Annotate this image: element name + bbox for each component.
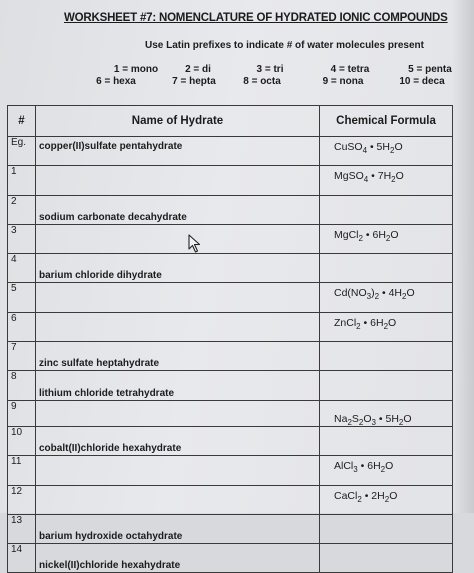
photo-edge-shadow (452, 0, 474, 513)
row-number: 7 (8, 342, 36, 371)
chemical-formula-cell: $Na_2S_2O_3$ • $5H_2O$ (320, 400, 453, 426)
table-row (8, 137, 453, 166)
table-row (8, 254, 453, 283)
hydrate-name-cell: zinc sulfate heptahydrate (36, 342, 320, 371)
hydrate-name-cell (36, 456, 320, 485)
hydrate-name-cell: sodium carbonate decahydrate (36, 195, 320, 224)
row-number: 9 (8, 400, 36, 426)
table-row (8, 312, 453, 341)
row-number: 14 (8, 544, 36, 573)
prefix-item: 9 = nona (322, 76, 364, 87)
row-number: 3 (8, 224, 36, 253)
chemical-formula-cell: ZnCl$_2$ • $6H_2O$ (320, 312, 453, 341)
row-number: 1 (8, 166, 36, 195)
chemical-formula-cell: AlCl$_3$ • $6H_2O$ (320, 456, 453, 485)
table-row (8, 426, 453, 455)
row-number: 10 (8, 426, 36, 455)
chemical-formula-cell (320, 254, 453, 283)
prefix-item: 4 = tetra (330, 64, 370, 75)
row-number: 2 (8, 195, 36, 224)
table-row (8, 544, 453, 573)
hydrate-name-cell: barium hydroxide octahydrate (36, 514, 320, 543)
chemical-formula-cell (320, 195, 453, 224)
hydrate-name-cell (36, 283, 320, 312)
mouse-pointer-icon (188, 234, 202, 254)
row-number: 12 (8, 485, 36, 514)
table-row (8, 400, 453, 426)
hydrate-name-cell: nickel(II)chloride hexahydrate (36, 544, 320, 573)
chemical-formula-cell: MgSO$_4$ • $7H_2O$ (320, 166, 453, 195)
chemical-formula-cell (320, 544, 453, 573)
table-row (8, 514, 453, 543)
table-row (8, 283, 453, 312)
hydrate-name-cell (36, 400, 320, 426)
chemical-formula-cell (320, 426, 453, 455)
table-row (8, 485, 453, 514)
row-number: 5 (8, 283, 36, 312)
table-header-row (8, 106, 453, 137)
column-header-name: Name of Hydrate (36, 106, 320, 137)
prefix-item: 8 = octa (243, 76, 281, 87)
chemical-formula-cell: CuSO$_4$ • $5H_2O$ (320, 137, 453, 166)
chemical-formula-cell (320, 371, 453, 400)
table-row (8, 195, 453, 224)
chemical-formula-cell (320, 514, 453, 543)
chemical-formula-cell: MgCl$_2$ • $6H_2O$ (320, 224, 453, 253)
row-number: 6 (8, 312, 36, 341)
prefix-item: 3 = tri (256, 64, 284, 75)
row-number: 11 (8, 456, 36, 485)
row-number: 4 (8, 254, 36, 283)
column-header-number: # (8, 106, 36, 137)
hydrate-name-cell: barium chloride dihydrate (36, 254, 320, 283)
table-row (8, 342, 453, 371)
hydrate-name-cell: cobalt(II)chloride hexahydrate (36, 426, 320, 455)
hydrate-name-cell (36, 166, 320, 195)
hydrate-name-cell (36, 485, 320, 514)
table-row (8, 456, 453, 485)
hydrate-name-cell (36, 224, 320, 253)
prefix-item: 2 = di (185, 64, 211, 75)
table-row (8, 166, 453, 195)
prefix-item: 5 = penta (408, 64, 452, 75)
chemical-formula-cell (320, 342, 453, 371)
row-number: Eg. (8, 137, 36, 166)
hydrate-table (7, 105, 453, 573)
chemical-formula-cell: CaCl$_2$ • $2H_2O$ (320, 485, 453, 514)
page-title: WORKSHEET #7: NOMENCLATURE OF HYDRATED IONIC COMPOUNDS (64, 12, 448, 24)
table-row (8, 371, 453, 400)
column-header-formula: Chemical Formula (320, 106, 453, 137)
prefix-item: 6 = hexa (96, 76, 136, 87)
hydrate-name-cell: copper(II)sulfate pentahydrate (36, 137, 320, 166)
chemical-formula-cell: $Cd(NO_3)_2$ • $4H_2O$ (320, 283, 453, 312)
prefix-item: 7 = hepta (172, 76, 216, 87)
prefix-item: 10 = deca (399, 76, 445, 87)
row-number: 8 (8, 371, 36, 400)
table-row (8, 224, 453, 253)
prefix-item: 1 = mono (113, 64, 159, 75)
page-subtitle: Use Latin prefixes to indicate # of water molecules present (145, 40, 424, 51)
row-number: 13 (8, 514, 36, 543)
hydrate-name-cell (36, 312, 320, 341)
hydrate-name-cell: lithium chloride tetrahydrate (36, 371, 320, 400)
